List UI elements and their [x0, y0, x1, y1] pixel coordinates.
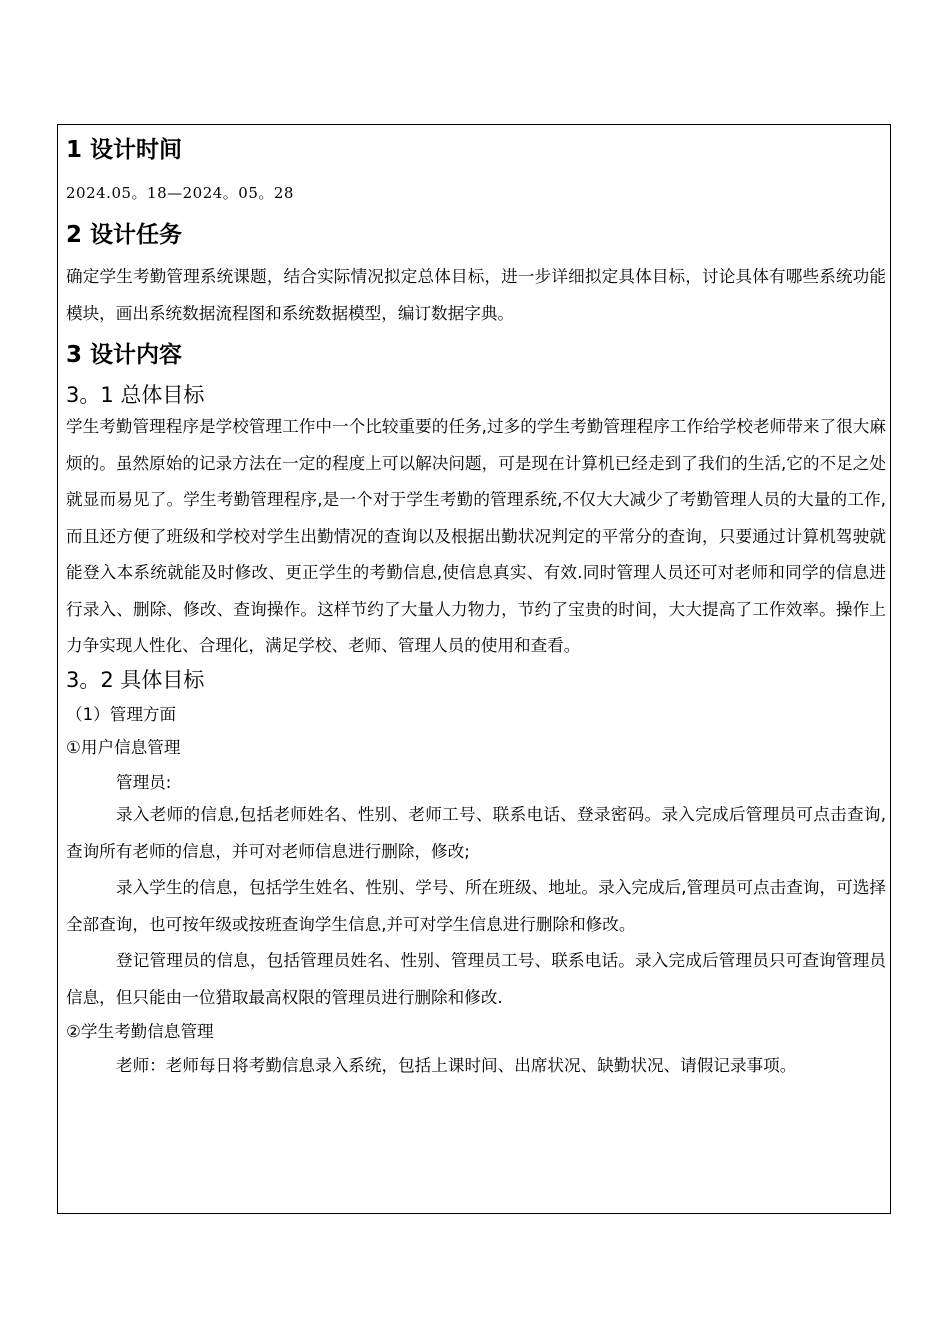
- overall-goal-text: 学生考勤管理程序是学校管理工作中一个比较重要的任务,过多的学生考勤管理程序工作给学校老师带来了很大麻烦的。虽然原始的记录方法在一定的程度上可以解决问题，可是现在计算机已经走到了我们的生活,它的不足之处就显而易见了。学生考勤管理程序,是一个对于学生考勤的管理系统,不仅大大减少了考勤管理人员的大量的工作,而且还方便了班级和学校对学生出勤情况的查询以及根据出勤状况判定的平常分的查询，只要通过计算机驾驶就能登入本系统就能及时修改、更正学生的考勤信息,使信息真实、有效.同时管理人员还可对老师和同学的信息进行录入、删除、修改、查询操作。这样节约了大量人力物力，节约了宝贵的时间，大大提高了工作效率。操作上力争实现人性化、合理化，满足学校、老师、管理人员的使用和查看。: [66, 417, 886, 655]
- list-item-user-info-management: ①用户信息管理: [66, 738, 181, 758]
- section-heading-design-content: 3 设计内容: [66, 342, 183, 368]
- design-task-text: 确定学生考勤管理系统课题，结合实际情况拟定总体目标，进一步详细拟定具体目标，讨论具体有哪些系统功能模块，画出系统数据流程图和系统数据模型，编订数据字典。: [66, 267, 886, 323]
- teacher-attendance-text: 老师：老师每日将考勤信息录入系统，包括上课时间、出席状况、缺勤状况、请假记录事项。: [116, 1055, 797, 1075]
- subsection-heading-specific-goal: 3。2 具体目标: [66, 667, 205, 692]
- subsection-heading-overall-goal: 3。1 总体目标: [66, 383, 205, 407]
- admin-admin-info-text: 登记管理员的信息，包括管理员姓名、性别、管理员工号、联系电话。录入完成后管理员只可查询管理员信息，但只能由一位猎取最高权限的管理员进行删除和修改.: [66, 951, 886, 1007]
- admin-teacher-info-text: 录入老师的信息,包括老师姓名、性别、老师工号、联系电话、登录密码。录入完成后管理员可点击查询,查询所有老师的信息，并可对老师信息进行删除，修改;: [66, 805, 886, 861]
- section-heading-design-time: 1 设计时间: [66, 137, 183, 163]
- admin-label: 管理员:: [116, 772, 172, 792]
- admin-student-info-text: 录入学生的信息，包括学生姓名、性别、学号、所在班级、地址。录入完成后,管理员可点击查询，可选择全部查询，也可按年级或按班查询学生信息,并可对学生信息进行删除和修改。: [66, 878, 886, 934]
- list-item-management: （1）管理方面: [66, 704, 177, 724]
- design-date-range: 2024.05。18—2024。05。28: [66, 184, 294, 202]
- list-item-attendance-management: ②学生考勤信息管理: [66, 1022, 214, 1042]
- document-content: [66, 126, 886, 1084]
- section-heading-design-task: 2 设计任务: [66, 222, 183, 248]
